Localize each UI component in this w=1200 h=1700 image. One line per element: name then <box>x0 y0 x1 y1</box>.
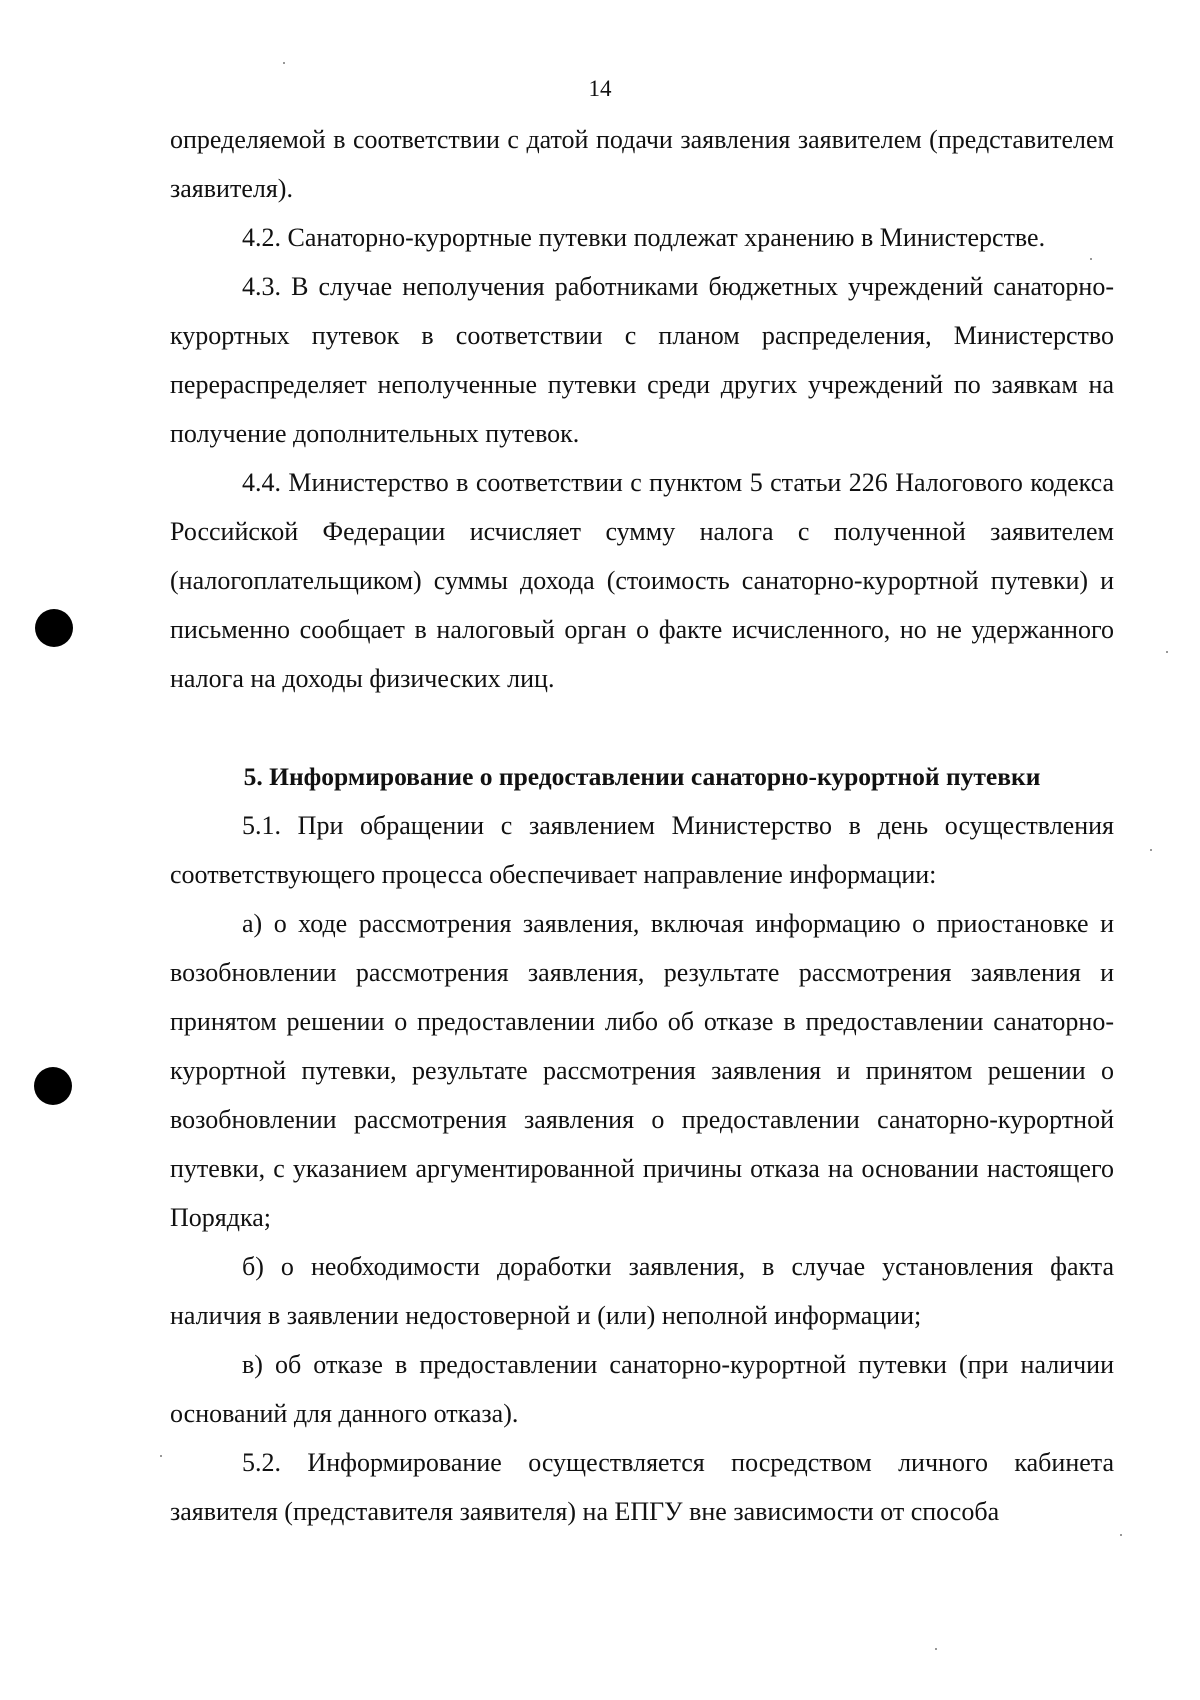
paragraph-5-1: 5.1. При обращении с заявлением Министерство в день осуществления соответствующего процесса обеспечивает направление информации: <box>170 811 1114 889</box>
paragraph-continuation: определяемой в соответствии с датой подачи заявления заявителем (представителем заявителя). <box>170 125 1114 203</box>
paragraph-4-3: 4.3. В случае неполучения работниками бюджетных учреждений санаторно-курортных путевок в соответствии с планом распределения, Министерство перераспределяет неполученные путевки среди других учреждений по заявкам на получение дополнительных путевок. <box>170 272 1114 448</box>
paragraph-4-4: 4.4. Министерство в соответствии с пунктом 5 статьи 226 Налогового кодекса Российской Федерации исчисляет сумму налога с полученной заявителем (налогоплательщиком) суммы дохода (стоимость санаторно-курортной путевки) и письменно сообщает в налоговый орган о факте исчисленного, но не удержанного налога на доходы физических лиц. <box>170 468 1114 693</box>
paragraph-5-1-v: в) об отказе в предоставлении санаторно-курортной путевки (при наличии оснований для данного отказа). <box>170 1350 1114 1428</box>
paragraph-4-2: 4.2. Санаторно-курортные путевки подлежат хранению в Министерстве. <box>242 223 1046 252</box>
section-5-heading: 5. Информирование о предоставлении санаторно-курортной путевки <box>243 762 1041 791</box>
binder-hole <box>35 609 73 647</box>
binder-hole <box>34 1067 72 1105</box>
scan-speck <box>160 1455 162 1457</box>
paragraph-5-2: 5.2. Информирование осуществляется посредством личного кабинета заявителя (представителя заявителя) на ЕПГУ вне зависимости от способа <box>170 1448 1114 1526</box>
page-number: 14 <box>588 76 612 101</box>
scan-speck <box>1120 1534 1122 1536</box>
paragraph-5-1-b: б) о необходимости доработки заявления, в случае установления факта наличия в заявлении недостоверной и (или) неполной информации; <box>170 1252 1114 1330</box>
scan-speck <box>283 62 285 64</box>
scan-speck <box>935 1648 937 1650</box>
paragraph-5-1-a: а) о ходе рассмотрения заявления, включая информацию о приостановке и возобновлении рассмотрения заявления, результате рассмотрения заявления и принятом решении о предоставлении либо об отказе в предоставлении санаторно-курортной путевки, результате рассмотрения заявления и принятом решении о возобновлении рассмотрения заявления о предоставлении санаторно-курортной путевки, с указанием аргументированной причины отказа на основании настоящего Порядка; <box>170 909 1114 1232</box>
document-body <box>170 115 1114 1536</box>
scan-speck <box>1166 651 1168 653</box>
scan-speck <box>1150 849 1152 851</box>
